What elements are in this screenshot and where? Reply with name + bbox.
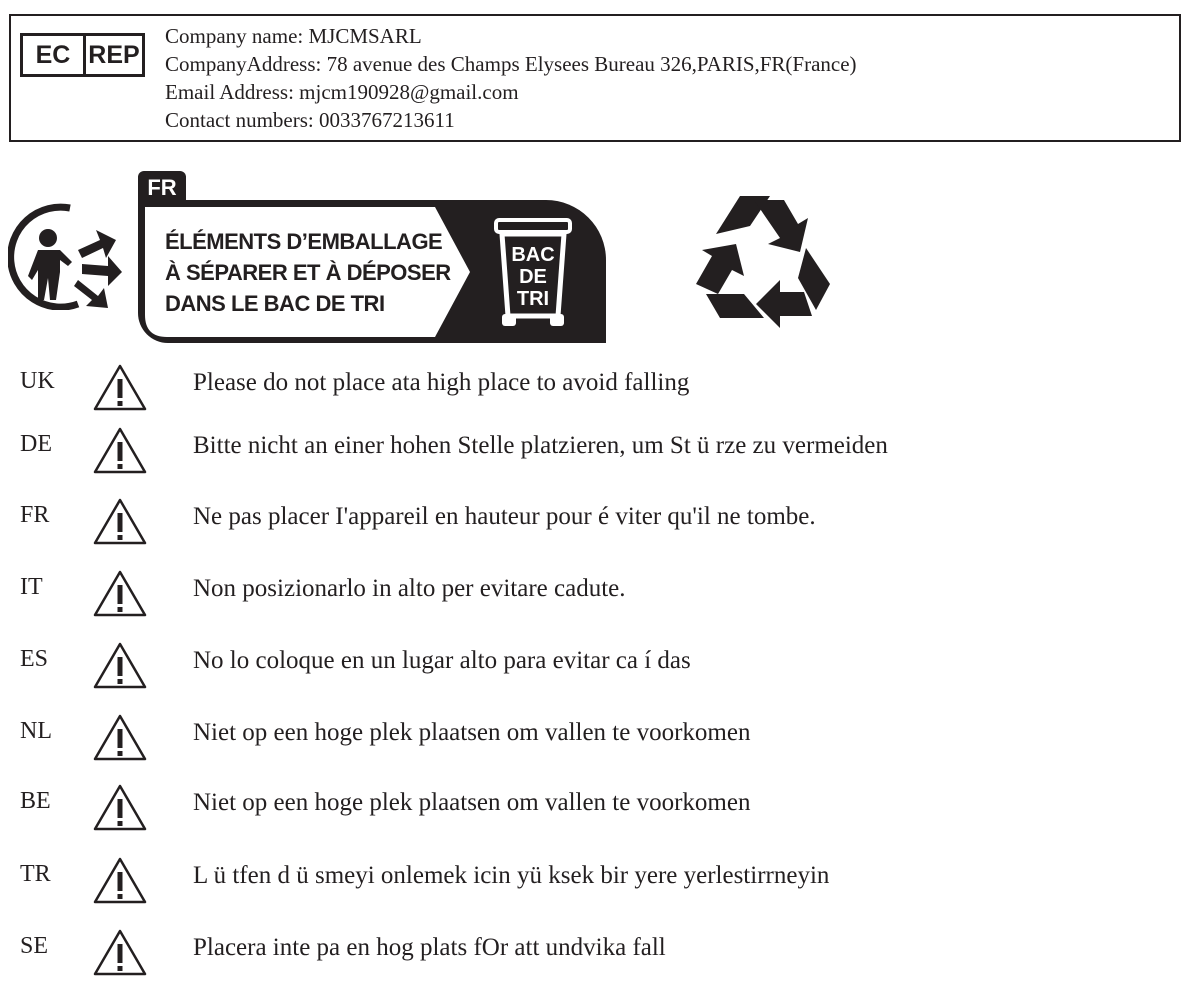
warning-row-nl bbox=[0, 712, 1203, 766]
warning-code: TR bbox=[20, 861, 51, 887]
ec-label: EC bbox=[23, 36, 86, 74]
sorting-line-2: À SÉPARER ET À DÉPOSER bbox=[165, 260, 451, 285]
rep-label: REP bbox=[88, 41, 140, 69]
warning-triangle-icon bbox=[92, 640, 148, 690]
warning-triangle-icon bbox=[92, 782, 148, 832]
bin-line-2: DE bbox=[519, 266, 547, 288]
warning-text: Placera inte pa en hog plats fOr att undvika fall bbox=[193, 934, 666, 961]
warning-text: Bitte nicht an einer hohen Stelle platzieren, um St ü rze zu vermeiden bbox=[193, 432, 888, 459]
fr-country-tab: FR bbox=[138, 171, 186, 204]
warning-row-tr bbox=[0, 855, 1203, 909]
warning-code: FR bbox=[20, 502, 50, 528]
warning-code: IT bbox=[20, 574, 43, 600]
company-email: Email Address: mjcm190928@gmail.com bbox=[165, 80, 519, 104]
company-name: Company name: MJCMSARL bbox=[165, 24, 422, 48]
warning-triangle-icon bbox=[92, 712, 148, 762]
company-info bbox=[165, 22, 857, 134]
warning-text: L ü tfen d ü smeyi onlemek icin yü ksek bir yere yerlestirrneyin bbox=[193, 862, 830, 889]
warning-text: Non posizionarlo in alto per evitare cadute. bbox=[193, 575, 626, 602]
warning-row-es bbox=[0, 640, 1203, 694]
warning-text: No lo coloque en un lugar alto para evitar ca í das bbox=[193, 647, 691, 674]
warning-row-be bbox=[0, 782, 1203, 836]
warning-triangle-icon bbox=[92, 362, 148, 412]
warning-code: UK bbox=[20, 368, 55, 394]
warning-triangle-icon bbox=[92, 496, 148, 546]
warning-triangle-icon bbox=[92, 927, 148, 977]
company-address: CompanyAddress: 78 avenue des Champs Elysees Bureau 326,PARIS,FR(France) bbox=[165, 52, 857, 76]
warning-code: BE bbox=[20, 788, 51, 814]
warning-triangle-icon bbox=[92, 855, 148, 905]
warning-triangle-icon bbox=[92, 425, 148, 475]
warning-row-se bbox=[0, 927, 1203, 981]
ec-rep-box bbox=[9, 14, 1181, 142]
bin-line-1: BAC bbox=[511, 244, 555, 266]
warning-row-it bbox=[0, 568, 1203, 622]
ec-rep-symbol bbox=[20, 33, 145, 77]
warning-row-de bbox=[0, 425, 1203, 479]
triman-icon bbox=[8, 200, 124, 310]
warning-code: ES bbox=[20, 646, 49, 672]
sorting-line-1: ÉLÉMENTS D’EMBALLAGE bbox=[165, 229, 443, 254]
warning-code: NL bbox=[20, 718, 52, 744]
warning-text: Please do not place ata high place to avoid falling bbox=[193, 369, 690, 396]
bin-label bbox=[500, 244, 566, 310]
recycle-icon bbox=[688, 186, 838, 328]
company-contact: Contact numbers: 0033767213611 bbox=[165, 108, 455, 132]
warning-triangle-icon bbox=[92, 568, 148, 618]
warning-text: Ne pas placer I'appareil en hauteur pour é viter qu'il ne tombe. bbox=[193, 503, 816, 530]
sorting-line-3: DANS LE BAC DE TRI bbox=[165, 291, 385, 316]
warning-code: DE bbox=[20, 431, 52, 457]
warning-code: SE bbox=[20, 933, 49, 959]
sorting-banner-text bbox=[165, 226, 451, 319]
warning-row-fr bbox=[0, 496, 1203, 550]
warning-row-uk bbox=[0, 362, 1203, 416]
bin-line-3: TRI bbox=[516, 288, 550, 310]
warning-text: Niet op een hoge plek plaatsen om vallen te voorkomen bbox=[193, 719, 751, 746]
warning-text: Niet op een hoge plek plaatsen om vallen te voorkomen bbox=[193, 789, 751, 816]
